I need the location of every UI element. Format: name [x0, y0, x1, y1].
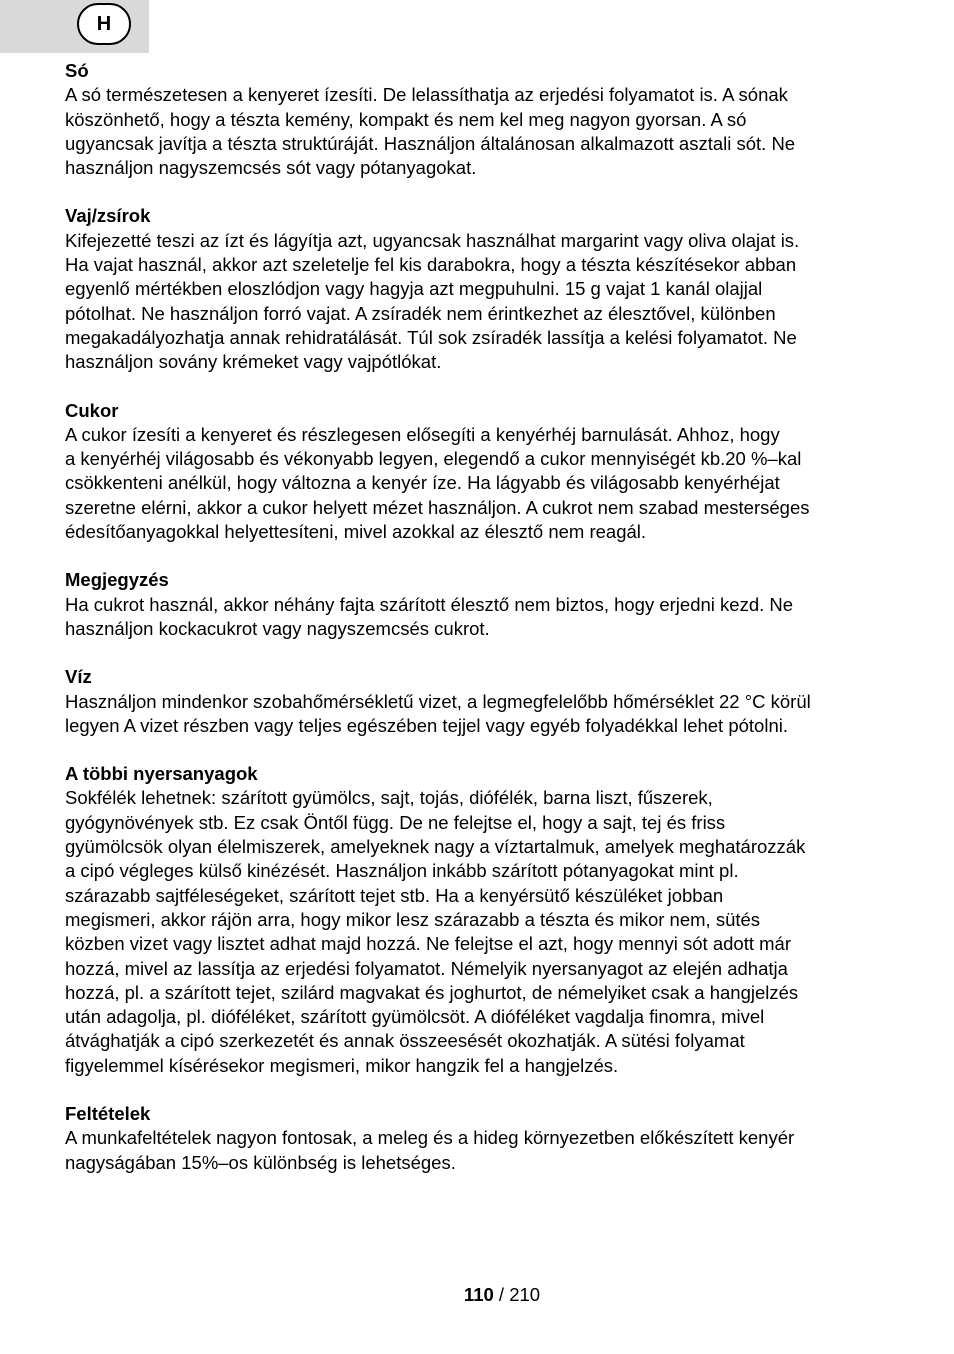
body-line: Sokfélék lehetnek: szárított gyümölcs, sajt, tojás, diófélék, barna liszt, fűszerek,: [65, 787, 713, 809]
body-line: megismeri, akkor rájön arra, hogy mikor lesz szárazabb a tészta és mikor nem, sütés: [65, 908, 761, 930]
body-line: egyenlő mértékben eloszlódjon vagy hagyja azt megpuhulni. 15 g vajat 1 kanál olajjal: [65, 278, 763, 300]
section-salt: [65, 59, 895, 180]
body-line: megakadályozhatja annak rehidratálását. Túl sok zsíradék lassítja a kelési folyamatot. Ne: [65, 326, 797, 348]
body-line: gyógynövények stb. Ez csak Öntől függ. De ne felejtse el, hogy a sajt, tej és friss: [65, 811, 726, 833]
body-line: használjon sovány krémeket vagy vajpótlókat.: [65, 351, 442, 373]
body-line: nagyságában 15%–os különbség is lehetséges.: [65, 1151, 456, 1173]
body-line: hozzá, mivel az lassítja az erjedési folyamatot. Némelyik nyersanyagot az elején adhatja: [65, 957, 788, 979]
section-heading: Vaj/zsírok: [65, 205, 151, 227]
body-line: használjon nagyszemcsés sót vagy pótanyagokat.: [65, 157, 477, 179]
section-heading: Megjegyzés: [65, 569, 169, 591]
body-line: után adagolja, pl. dióféléket, szárított gyümölcsöt. A dióféléket vagdalja finomra, mivel: [65, 1006, 765, 1028]
body-line: A munkafeltételek nagyon fontosak, a meleg és a hideg környezetben előkészített kenyér: [65, 1127, 795, 1149]
body-line: A só természetesen a kenyeret ízesíti. De lelassíthatja az erjedési folyamatot is. A sónak: [65, 84, 788, 106]
body-line: édesítőanyagokkal helyettesíteni, mivel azokkal az élesztő nem reagál.: [65, 521, 647, 543]
body-line: közben vizet vagy lisztet adhat majd hozzá. Ne felejtse el azt, hogy mennyi sót adott már: [65, 933, 791, 955]
body-line: csökkenteni anélkül, hogy változna a kenyér íze. Ha lágyabb és világosabb kenyérhéjat: [65, 472, 780, 494]
body-line: szárazabb sajtféleségeket, szárított tejet stb. Ha a kenyérsütő készüléket jobban: [65, 884, 724, 906]
page-number: [0, 1283, 954, 1307]
body-line: a kenyérhéj világosabb és vékonyabb legyen, elegendő a cukor mennyiségét kb.20 %–kal: [65, 448, 802, 470]
body-line: a cipó végleges külső kinézését. Használjon inkább szárított pótanyagokat mint pl.: [65, 860, 739, 882]
section-other-ingredients: [65, 762, 895, 1078]
section-heading: A többi nyersanyagok: [65, 763, 258, 785]
page-separator: /: [493, 1284, 510, 1305]
body-line: használjon kockacukrot vagy nagyszemcsés cukrot.: [65, 617, 490, 639]
section-sugar: [65, 399, 895, 545]
page-current: 110: [463, 1284, 494, 1305]
section-water: [65, 665, 895, 738]
body-line: ugyancsak javítja a tészta struktúráját. Használjon általánosan alkalmazott asztali sót. Ne: [65, 132, 796, 154]
body-line: Ha cukrot használ, akkor néhány fajta szárított élesztő nem biztos, hogy erjedni kezd. Ne: [65, 593, 794, 615]
section-conditions: [65, 1102, 895, 1175]
section-note: [65, 568, 895, 641]
section-heading: Feltételek: [65, 1102, 151, 1124]
body-line: hozzá, pl. a szárított tejet, szilárd magvakat és joghurtot, de némelyiket csak a hangjelzés: [65, 981, 799, 1003]
section-heading: Víz: [65, 666, 92, 688]
body-line: legyen A vizet részben vagy teljes egészében tejjel vagy egyéb folyadékkal lehet pótolni.: [65, 714, 788, 736]
section-heading: Só: [65, 60, 89, 81]
body-line: gyümölcsök olyan élelmiszerek, amelyeknek nagy a víztartalmuk, amelyek meghatározzák: [65, 836, 806, 858]
body-line: pótolhat. Ne használjon forró vajat. A zsíradék nem érintkezhet az élesztővel, különben: [65, 302, 776, 324]
language-code-badge: H: [77, 3, 131, 45]
body-line: Kifejezetté teszi az ízt és lágyítja azt, ugyancsak használhat margarint vagy oliva olajat is.: [65, 229, 800, 251]
language-tab: [0, 0, 149, 53]
body-line: köszönhető, hogy a tészta kemény, kompakt és nem kel meg nagyon gyorsan. A só: [65, 108, 747, 130]
section-heading: Cukor: [65, 399, 119, 421]
body-line: Ha vajat használ, akkor azt szeletelje fel kis darabokra, hogy a tészta készítésekor abban: [65, 254, 797, 276]
section-butter-fats: [65, 204, 895, 374]
body-line: A cukor ízesíti a kenyeret és részlegesen elősegíti a kenyérhéj barnulását. Ahhoz, hogy: [65, 423, 780, 445]
document-body: [65, 59, 895, 1199]
body-line: szeretne elérni, akkor a cukor helyett mézet használjon. A cukrot nem szabad mesterséges: [65, 496, 810, 518]
page-total: 210: [509, 1284, 541, 1305]
body-line: figyelemmel kísérésekor megismeri, mikor hangzik fel a hangjelzés.: [65, 1054, 619, 1076]
body-line: Használjon mindenkor szobahőmérsékletű vizet, a legmegfelelőbb hőmérséklet 22 °C körül: [65, 690, 811, 712]
body-line: átvághatják a cipó szerkezetét és annak összeesését okozhatják. A sütési folyamat: [65, 1030, 745, 1052]
